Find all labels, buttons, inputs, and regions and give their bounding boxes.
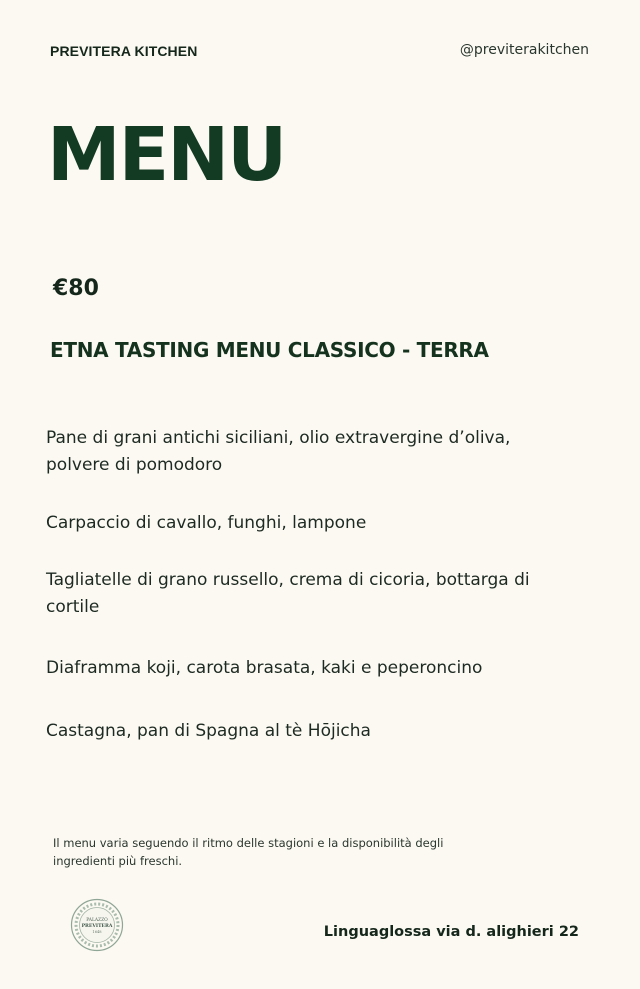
dish-item: Pane di grani antichi siciliani, olio extravergine d’oliva, polvere di pomodoro: [46, 428, 511, 475]
address: Linguaglossa via d. alighieri 22: [323, 924, 579, 940]
dish-item: Tagliatelle di grano russello, crema di cicoria, bottarga di cortile: [46, 570, 530, 617]
menu-price: €80: [53, 276, 99, 301]
dish-item: Castagna, pan di Spagna al tè Hōjicha: [46, 721, 371, 741]
page-title: MENU: [47, 112, 286, 198]
logo-line-1: PALAZZO: [86, 918, 108, 923]
menu-heading: ETNA TASTING MENU CLASSICO - TERRA: [50, 338, 489, 362]
palazzo-previtera-logo: [70, 898, 124, 952]
seasonal-note: Il menu varia seguendo il ritmo delle stagioni e la disponibilità degli ingredienti più freschi.: [53, 836, 444, 868]
dish-item: Diaframma koji, carota brasata, kaki e peperoncino: [46, 658, 483, 678]
logo-line-2: PREVITERA: [81, 924, 113, 929]
brand-name: PREVITERA KITCHEN: [50, 43, 198, 59]
logo-line-3: 1648: [92, 930, 102, 934]
dish-item: Carpaccio di cavallo, funghi, lampone: [46, 513, 367, 533]
instagram-handle[interactable]: @previterakitchen: [459, 42, 589, 58]
